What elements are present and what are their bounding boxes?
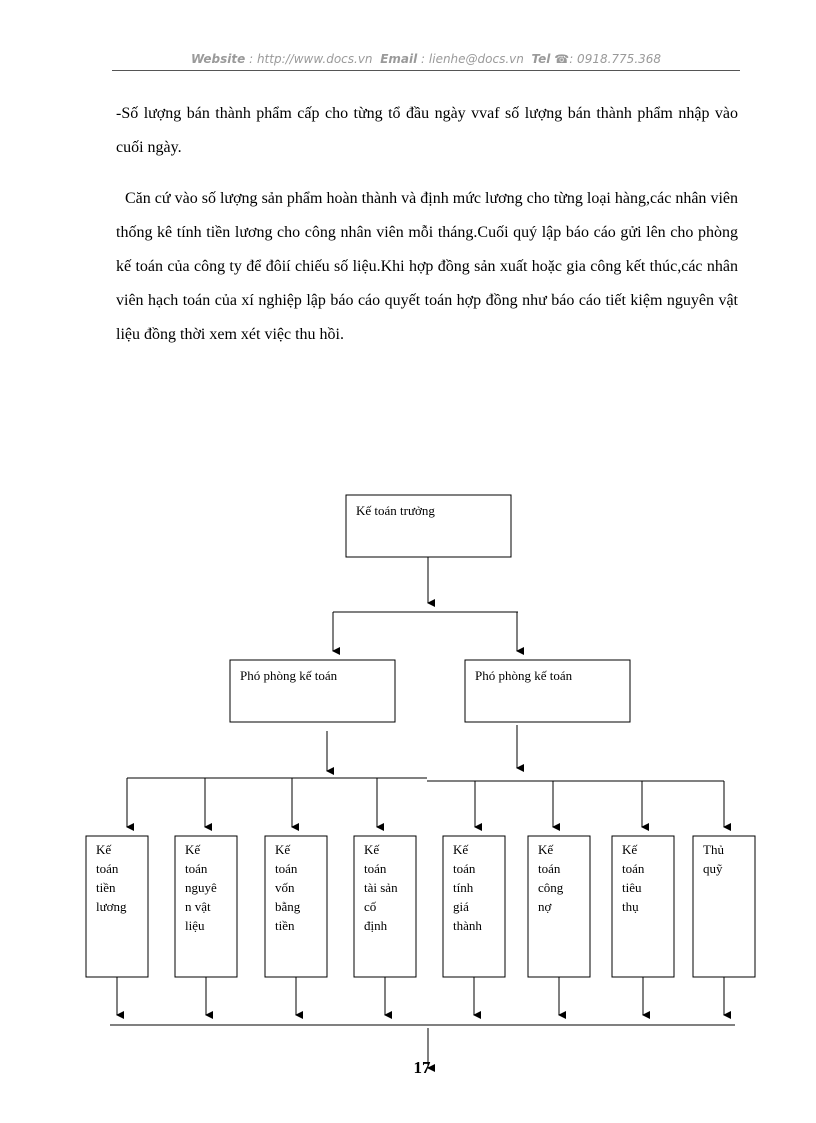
staff-box-6-text: nợ — [538, 899, 552, 914]
staff-box-1-text: Kế — [96, 842, 112, 857]
staff-box-6 — [528, 836, 590, 977]
staff-box-5-text: toán — [453, 861, 476, 876]
staff-box-5-text: Kế — [453, 842, 469, 857]
staff-box-1-text: lương — [96, 899, 127, 914]
staff-box-7-text: toán — [622, 861, 645, 876]
email-value: : lienhe@docs.vn — [421, 52, 524, 66]
tel-value: : 0918.775.368 — [569, 52, 662, 66]
staff-box-4-text: Kế — [364, 842, 380, 857]
staff-box-2-text: Kế — [185, 842, 201, 857]
staff-box-4-text: tài sản — [364, 880, 398, 895]
staff-box-5-text: giá — [453, 899, 469, 914]
staff-box-3 — [265, 836, 327, 977]
staff-box-3-text: toán — [275, 861, 298, 876]
staff-box-5-text: tính — [453, 880, 474, 895]
deputy-box-2-text: Phó phòng kế toán — [475, 668, 573, 683]
staff-box-1-text: toán — [96, 861, 119, 876]
deputy-box-2 — [465, 660, 630, 722]
deputy-box-1-text: Phó phòng kế toán — [240, 668, 338, 683]
staff-box-4-text: toán — [364, 861, 387, 876]
staff-box-2-text: nguyê — [185, 880, 217, 895]
staff-box-3-text: bằng — [275, 899, 301, 914]
staff-box-2 — [175, 836, 237, 977]
staff-box-4-text: cố — [364, 899, 377, 914]
staff-box-2-text: toán — [185, 861, 208, 876]
paragraph-1: -Số lượng bán thành phẩm cấp cho từng tổ đầu ngày vvaf số lượng bán thành phẩm nhập vào cuối ngày. — [116, 105, 738, 156]
staff-box-3-text: Kế — [275, 842, 291, 857]
chief-accountant-box — [346, 495, 511, 557]
staff-box-8-border — [693, 836, 755, 977]
website-label: Website — [190, 52, 246, 66]
staff-box-6-text: công — [538, 880, 564, 895]
email-label: Email — [380, 52, 418, 66]
staff-box-7-text: tiêu — [622, 880, 642, 895]
staff-box-1-text: tiền — [96, 880, 116, 895]
staff-box-3-text: vốn — [275, 880, 295, 895]
phone-icon: ☎ — [554, 52, 570, 66]
staff-box-6-text: Kế — [538, 842, 554, 857]
chief-accountant-box-text: Kế toán trưởng — [356, 503, 435, 518]
staff-box-4 — [354, 836, 416, 977]
staff-box-6-text: toán — [538, 861, 561, 876]
deputy-box-1 — [230, 660, 395, 722]
paragraph-2: Căn cứ vào số lượng sản phẩm hoàn thành và định mức lương cho từng loại hàng,các nhân viên thống kê tính tiền lương cho công nhân viên mỗi tháng.Cuối quý lập báo cáo gửi lên cho phòng kế toán của công ty để đôií chiếu số liệu.Khi hợp đồng sản xuất hoặc gia công kết thúc,các nhân viên hạch toán của xí nghiệp lập báo cáo quyết toán hợp đồng như báo cáo tiết kiệm nguyên vật liệu đồng thời xem xét việc thu hồi. — [116, 190, 738, 343]
staff-box-5-text: thành — [453, 918, 482, 933]
staff-box-7-text: thụ — [622, 899, 639, 914]
page-number: 17 — [413, 1058, 431, 1077]
staff-box-2-text: liệu — [185, 918, 205, 933]
staff-box-8-text: quỹ — [703, 861, 723, 876]
website-value: : http://www.docs.vn — [249, 52, 373, 66]
staff-box-2-text: n vật — [185, 899, 211, 914]
staff-box-3-text: tiền — [275, 918, 295, 933]
staff-box-4-text: định — [364, 918, 388, 933]
staff-box-1 — [86, 836, 148, 977]
staff-box-8-text: Thủ — [703, 842, 724, 857]
staff-box-5 — [443, 836, 505, 977]
staff-box-8 — [693, 836, 755, 977]
tel-label: Tel — [531, 52, 551, 66]
staff-box-7-text: Kế — [622, 842, 638, 857]
staff-box-7 — [612, 836, 674, 977]
